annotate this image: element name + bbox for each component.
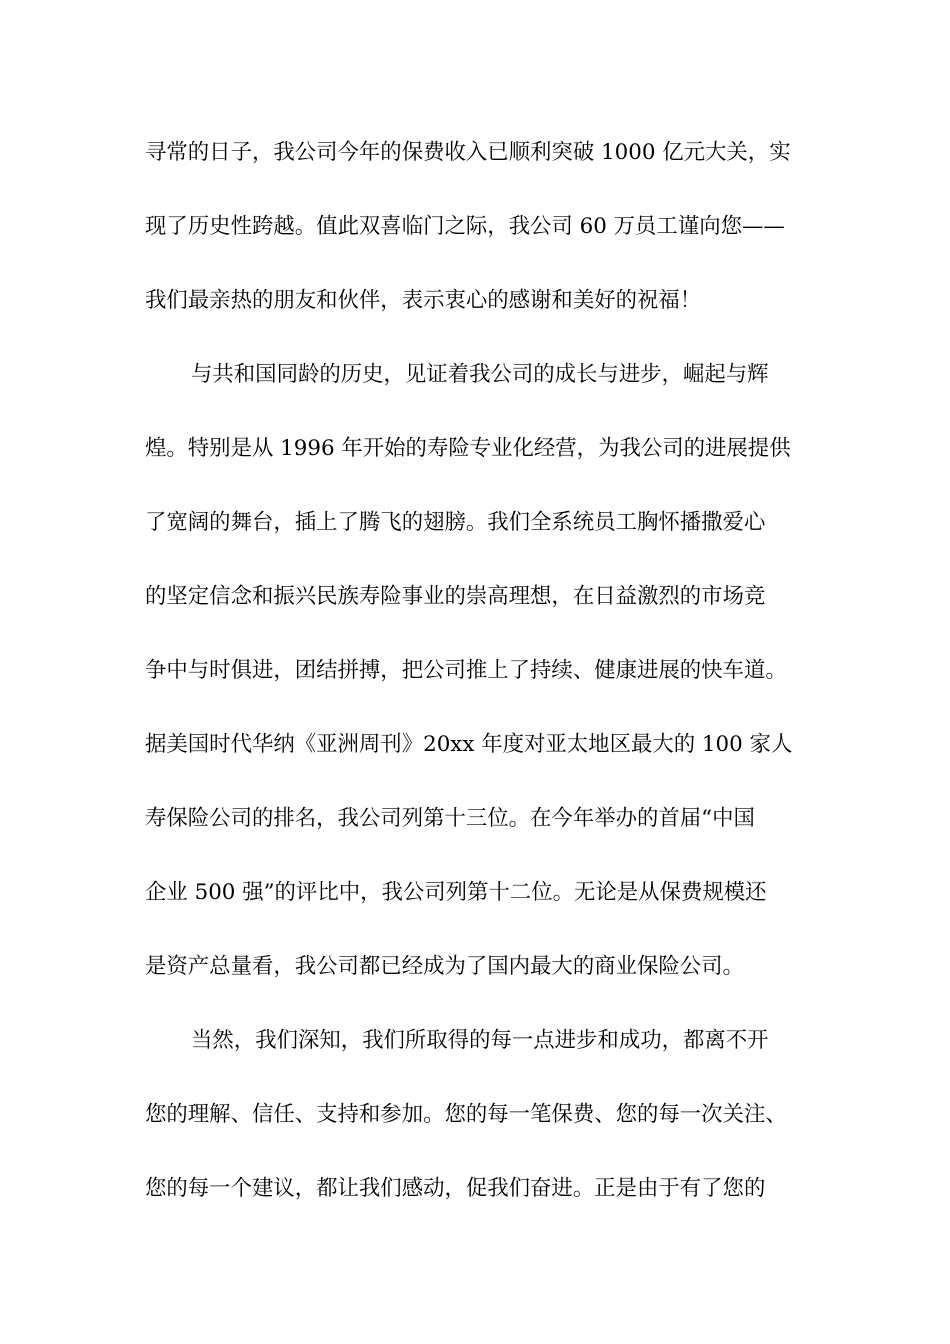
text-line: 寿保险公司的排名，我公司列第十三位。在今年举办的首届“中国 (145, 806, 755, 831)
text-line: 的坚定信念和振兴民族寿险事业的崇高理想，在日益激烈的市场竞 (145, 584, 766, 609)
text-line: 企业 500 强”的评比中，我公司列第十二位。无论是从保费规模还 (145, 880, 767, 905)
paragraph-first-line: 与共和国同龄的历史，见证着我公司的成长与进步，崛起与辉 (191, 362, 769, 387)
text-line: 您的每一个建议，都让我们感动，促我们奋进。正是由于有了您的 (145, 1176, 766, 1201)
text-line: 现了历史性跨越。值此双喜临门之际，我公司 60 万员工谨向您—— (145, 214, 785, 239)
text-line: 您的理解、信任、支持和参加。您的每一笔保费、您的每一次关注、 (145, 1102, 787, 1127)
text-line: 据美国时代华纳《亚洲周刊》20xx 年度对亚太地区最大的 100 家人 (145, 732, 793, 757)
text-line: 寻常的日子，我公司今年的保费收入已顺利突破 1000 亿元大关，实 (145, 140, 791, 165)
paragraph-first-line: 当然，我们深知，我们所取得的每一点进步和成功，都离不开 (191, 1028, 769, 1053)
text-line: 我们最亲热的朋友和伙伴，表示衷心的感谢和美好的祝福！ (145, 288, 702, 313)
text-line: 煌。特别是从 1996 年开始的寿险专业化经营，为我公司的进展提供 (145, 436, 791, 461)
text-line: 争中与时俱进，团结拼搏，把公司推上了持续、健康进展的快车道。 (145, 658, 787, 683)
text-line: 了宽阔的舞台，插上了腾飞的翅膀。我们全系统员工胸怀播撒爱心 (145, 510, 766, 535)
text-line: 是资产总量看，我公司都已经成为了国内最大的商业保险公司。 (145, 954, 744, 979)
